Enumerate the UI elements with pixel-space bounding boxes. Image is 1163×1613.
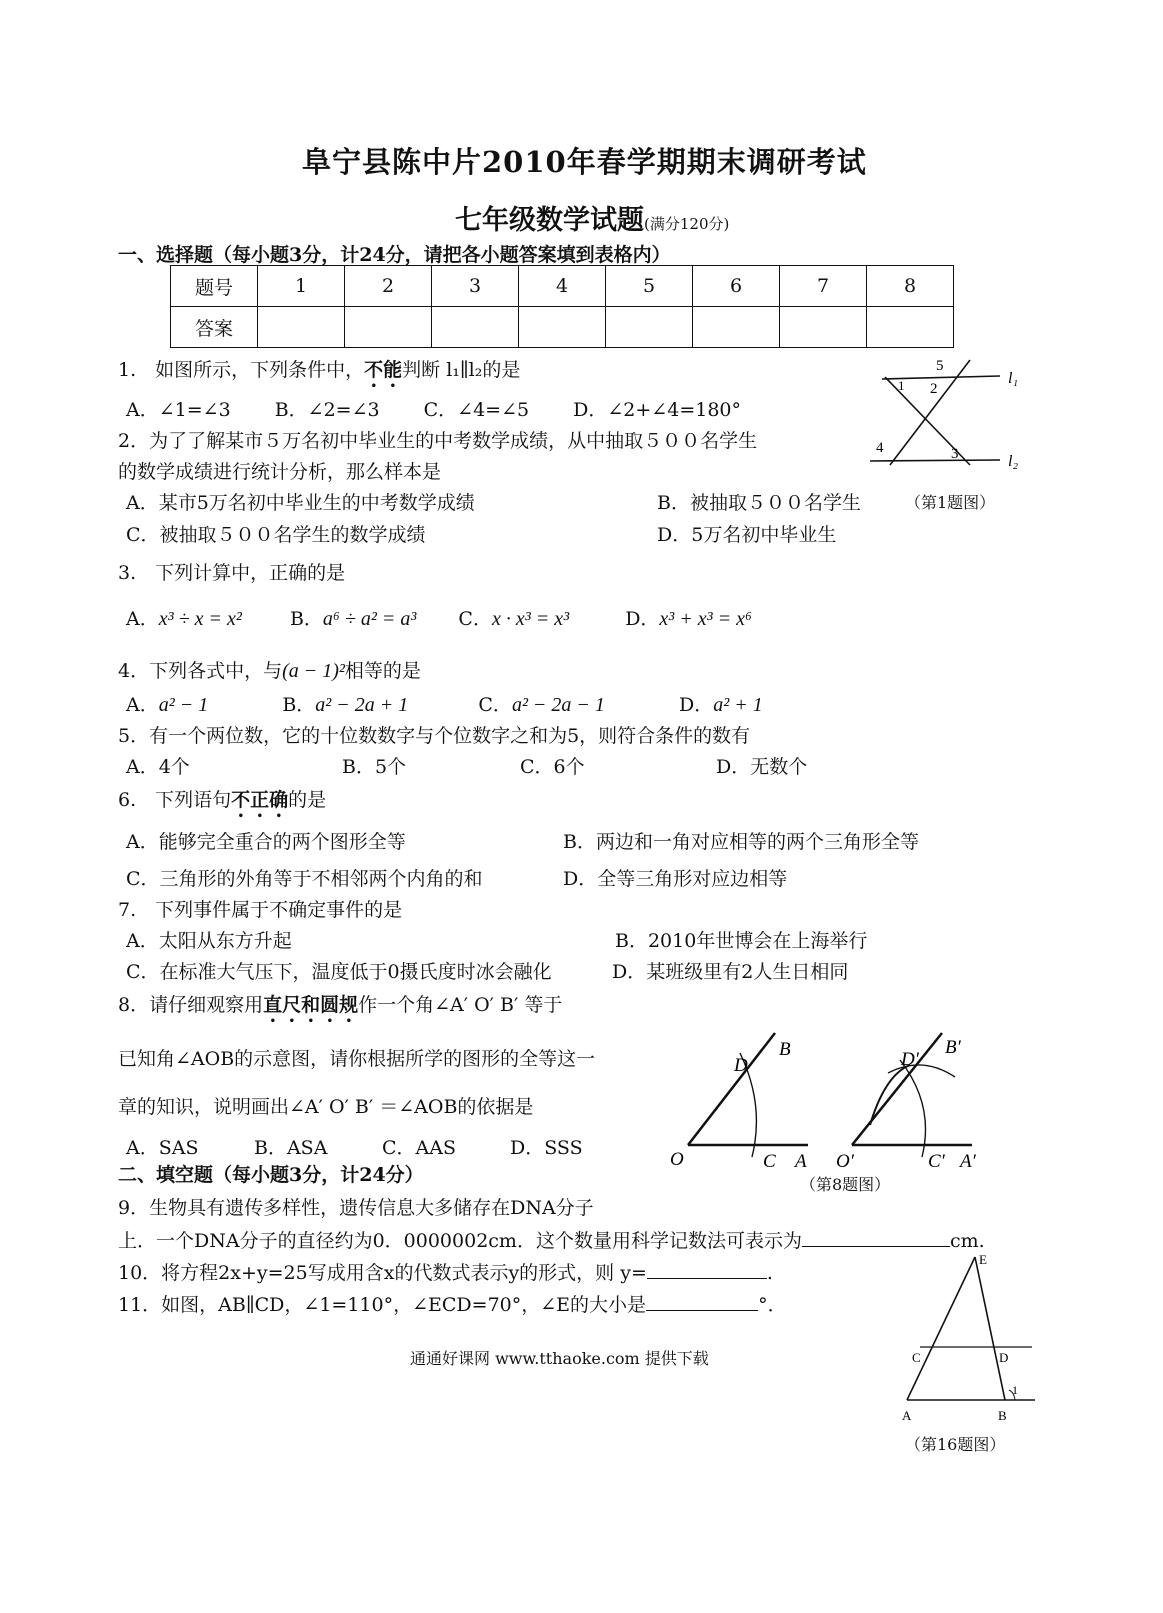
q4-option-b: a² − 2a + 1 <box>315 694 409 716</box>
table-header-number: 题号 <box>171 266 258 307</box>
q10-answer-blank[interactable] <box>647 1260 767 1279</box>
table-cell-number: 6 <box>693 266 780 307</box>
table-cell-number: 1 <box>258 266 345 307</box>
table-header-answer: 答案 <box>171 307 258 348</box>
q8-option-c: C．AAS <box>382 1137 456 1159</box>
q2-option-c: C．被抽取５００名学生的数学成绩 <box>126 524 426 546</box>
q1-options: A．∠1=∠3 B．∠2=∠3 C．∠4=∠5 D．∠2+∠4=180° <box>126 399 742 421</box>
fig16-label-A: A <box>902 1408 912 1423</box>
answer-cell[interactable] <box>258 307 345 348</box>
table-cell-number: 5 <box>606 266 693 307</box>
q3-stem: 3. 下列计算中，正确的是 <box>118 562 346 584</box>
q8-option-a: A．SAS <box>126 1137 199 1159</box>
q11-answer-blank[interactable] <box>646 1292 758 1311</box>
q6-option-c: C．三角形的外角等于不相邻两个内角的和 <box>126 868 483 890</box>
fig1-label-3: 3 <box>951 446 959 462</box>
fig8-label-D-prime: D′ <box>901 1049 919 1070</box>
q8-stem-post: 作一个角∠A′ O′ B′ 等于 <box>358 994 563 1016</box>
q10-stem-text: 10．将方程2x+y=25写成用含x的代数式表示y的形式，则 y= <box>118 1262 647 1284</box>
q10-stem <box>118 1258 773 1285</box>
q8-option-b: B．ASA <box>254 1137 328 1159</box>
table-cell-number: 8 <box>867 266 954 307</box>
q3-option-c: x · x³ = x³ <box>491 608 570 630</box>
page-title: 阜宁县陈中片2010年春学期期末调研考试 <box>302 145 867 179</box>
table-cell-number: 7 <box>780 266 867 307</box>
q7-stem: 7. 下列事件属于不确定事件的是 <box>118 899 403 921</box>
answer-cell[interactable] <box>345 307 432 348</box>
q3-option-a: x³ ÷ x = x² <box>158 608 242 630</box>
fig16-label-1: 1 <box>1012 1383 1018 1397</box>
q6-stem-emphasis: 不正确 <box>231 789 289 811</box>
answer-cell[interactable] <box>780 307 867 348</box>
q1-stem-post: 判断 l₁∥l₂的是 <box>402 359 521 381</box>
q11-end: °． <box>758 1294 787 1316</box>
q1-figure-caption: （第1题图） <box>905 493 996 512</box>
fig16-label-B: B <box>998 1408 1007 1423</box>
footer-text: 通通好课网 www.tthaoke.com 提供下载 <box>410 1349 709 1368</box>
q5-option-d: D．无数个 <box>716 756 808 778</box>
q3-option-b-label: B． <box>289 608 323 630</box>
fig1-label-2: 2 <box>930 381 938 397</box>
table-row <box>171 266 954 307</box>
q1-stem-emphasis: 不能 <box>364 359 403 381</box>
q4-option-c-label: C． <box>478 694 512 716</box>
q3-options <box>126 604 752 631</box>
page-subtitle-row <box>455 198 729 237</box>
q5-option-b: B．5个 <box>342 756 407 778</box>
q4-option-c: a² − 2a − 1 <box>511 694 605 716</box>
q4-stem-post: 相等的是 <box>344 660 421 682</box>
q5-option-a: A．4个 <box>126 756 190 778</box>
q4-option-a-label: A． <box>126 694 159 716</box>
fig8-label-D: D <box>734 1055 748 1076</box>
q2-stem-line1: 2．为了了解某市５万名初中毕业生的中考数学成绩，从中抽取５００名学生 <box>118 430 758 452</box>
q5-option-c: C．6个 <box>520 756 585 778</box>
section1-heading: 一、选择题（每小题3分，计24分，请把各小题答案填到表格内） <box>118 244 671 266</box>
fig8-label-O: O <box>670 1149 684 1170</box>
q7-option-a: A．太阳从东方升起 <box>126 930 292 952</box>
fig16-label-D: D <box>999 1350 1009 1365</box>
q4-option-d-label: D． <box>679 694 714 716</box>
fig8-label-A-prime: A′ <box>960 1151 976 1172</box>
q6-option-a: A．能够完全重合的两个图形全等 <box>126 831 406 853</box>
answer-cell[interactable] <box>867 307 954 348</box>
fig1-label-5: 5 <box>936 358 944 374</box>
q2-option-b: B．被抽取５００名学生 <box>657 492 861 514</box>
q2-option-a: A．某市5万名初中毕业生的中考数学成绩 <box>126 492 475 514</box>
q11-stem <box>118 1290 787 1317</box>
q3-option-b: a⁶ ÷ a² = a³ <box>322 608 417 630</box>
q3-option-d: x³ + x³ = x⁶ <box>659 608 752 630</box>
answer-cell[interactable] <box>693 307 780 348</box>
q4-option-a: a² − 1 <box>158 694 209 716</box>
q6-stem-pre: 6. 下列语句 <box>118 789 232 811</box>
q7-option-d: D．某班级里有2人生日相同 <box>612 961 849 983</box>
q2-stem-line2: 的数学成绩进行统计分析，那么样本是 <box>118 461 442 483</box>
q9-line2-text: 上．一个DNA分子的直径约为0．0000002cm．这个数量用科学记数法可表示为 <box>118 1230 802 1252</box>
table-cell-number: 2 <box>345 266 432 307</box>
q8-stem <box>118 990 562 1027</box>
fig8-label-C-prime: C′ <box>928 1151 945 1172</box>
q8-stem-emphasis: 直尺和圆规 <box>263 994 359 1016</box>
q6-stem-post: 的是 <box>288 789 327 811</box>
section2-heading: 二、填空题（每小题3分，计24分） <box>118 1164 424 1186</box>
q3-option-d-label: D． <box>625 608 660 630</box>
q8-figure <box>660 1025 990 1175</box>
fig8-label-C: C <box>763 1151 776 1172</box>
q6-stem <box>118 785 326 822</box>
q1-stem <box>118 355 520 392</box>
table-cell-number: 3 <box>432 266 519 307</box>
q2-option-d: D．5万名初中毕业生 <box>657 524 837 546</box>
q3-option-c-label: C． <box>458 608 492 630</box>
fig8-label-A: A <box>795 1151 807 1172</box>
q9-answer-blank[interactable] <box>802 1228 950 1247</box>
answer-table <box>170 265 954 348</box>
fig8-label-B: B <box>779 1039 791 1060</box>
q6-option-b: B．两边和一角对应相等的两个三角形全等 <box>563 831 919 853</box>
q10-end: . <box>766 1262 773 1284</box>
table-cell-number: 4 <box>519 266 606 307</box>
q8-stem-pre: 8．请仔细观察用 <box>118 994 264 1016</box>
q5-stem: 5．有一个两位数，它的十位数数字与个位数字之和为5，则符合条件的数有 <box>118 725 751 747</box>
q4-stem-pre: 4．下列各式中，与 <box>118 660 283 682</box>
answer-cell[interactable] <box>519 307 606 348</box>
q4-stem-math: (a − 1)² <box>282 660 345 682</box>
fig1-label-4: 4 <box>876 440 884 456</box>
q8-option-d: D．SSS <box>510 1137 583 1159</box>
fig1-label-1: 1 <box>898 378 905 393</box>
q11-stem-text: 11．如图，AB∥CD，∠1=110°，∠ECD=70°，∠E的大小是 <box>118 1294 647 1316</box>
q1-figure <box>860 355 1030 475</box>
page-subtitle: 七年级数学试题 <box>455 205 644 236</box>
q8-line3: 章的知识，说明画出∠A′ O′ B′ ＝∠AOB的依据是 <box>118 1096 534 1118</box>
fig8-label-B-prime: B′ <box>945 1037 961 1058</box>
q8-figure-caption: （第8题图） <box>800 1175 891 1194</box>
q4-options <box>126 690 763 717</box>
answer-cell[interactable] <box>432 307 519 348</box>
fig1-label-l1: l₁ <box>1008 370 1019 387</box>
q7-option-b: B．2010年世博会在上海举行 <box>615 930 868 952</box>
q7-option-c: C．在标准大气压下，温度低于0摄氏度时冰会融化 <box>126 961 552 983</box>
q4-stem <box>118 656 421 683</box>
fig8-label-O-prime: O′ <box>836 1151 854 1172</box>
fig16-label-C: C <box>912 1350 921 1365</box>
fig1-label-l2: l₂ <box>1008 453 1019 470</box>
answer-cell[interactable] <box>606 307 693 348</box>
q1-stem-pre: 1. 如图所示，下列条件中， <box>118 359 365 381</box>
q3-option-a-label: A． <box>126 608 159 630</box>
q9-unit: cm. <box>949 1230 985 1252</box>
fig16-label-E: E <box>979 1252 987 1267</box>
q9-line2 <box>118 1226 985 1253</box>
table-row <box>171 307 954 348</box>
q6-option-d: D．全等三角形对应边相等 <box>563 868 788 890</box>
fig16-caption: （第16题图） <box>905 1435 1006 1454</box>
fig16-figure <box>890 1252 1050 1427</box>
q9-line1: 9．生物具有遗传多样性，遗传信息大多储存在DNA分子 <box>118 1197 594 1219</box>
q4-option-d: a² + 1 <box>713 694 763 716</box>
full-score: (满分120分) <box>644 215 730 233</box>
q8-line2: 已知角∠AOB的示意图，请你根据所学的图形的全等这一 <box>118 1048 596 1070</box>
q4-option-b-label: B． <box>282 694 316 716</box>
